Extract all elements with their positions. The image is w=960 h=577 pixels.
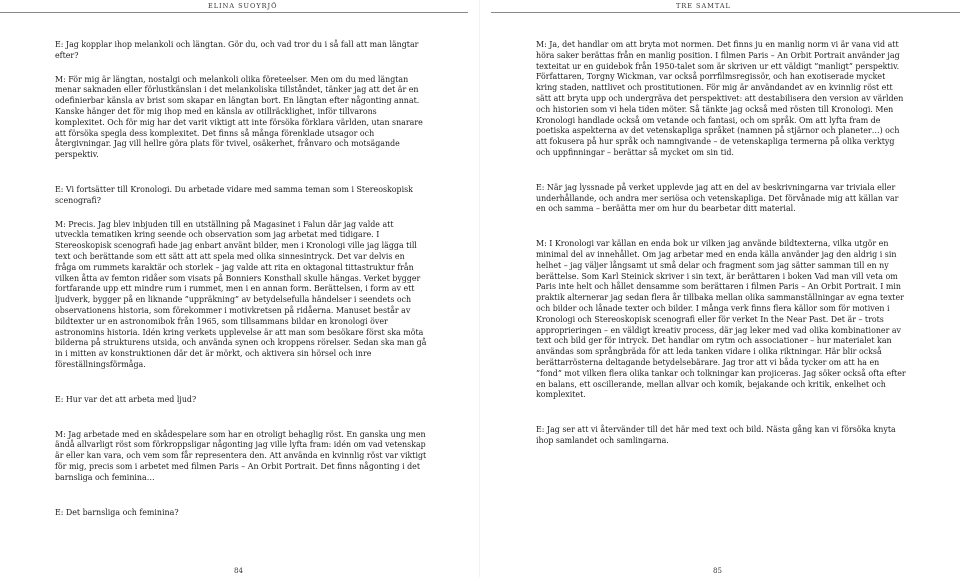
interview-paragraph: E: När jag lyssnade på verket upplevde jag att en del av beskrivningarna var triviala eller underhållande, och andra mer seriösa och vetenskapliga. Det förvånade mig att källan var en och samma – beräätta mer om hur du bearbetar ditt material.	[536, 182, 899, 214]
interview-paragraph: E: Hur var det att arbeta med ljud?	[55, 394, 197, 404]
right-page-text	[536, 40, 906, 460]
header-rule-left	[0, 12, 468, 13]
section-header: TRE SAMTAL	[676, 2, 731, 10]
interview-paragraph: M: Jag arbetade med en skådespelare som har en otroligt behaglig röst. En ganska ung men ändå allvarligt röst som förkroppsligar någonting jag ville lyfta fram: idén om vad vetenskap är eller kan vara, och vem som får representera den. Att använda en kvinnlig röst var viktigt för mig, precis som i arbetet med filmen Paris – An Orbit Portrait. Det finns någonting i det barnsliga och feminina…	[55, 429, 427, 482]
interview-paragraph: E: Det barnsliga och feminina?	[55, 507, 179, 517]
interview-paragraph: E: Jag kopplar ihop melankoli och längtan. Gör du, och vad tror du i så fall att man längtar efter?	[55, 40, 419, 60]
interview-paragraph: E: Jag ser att vi återvänder till det här med text och bild. Nästa gång kan vi försöka knyta ihop samlandet och samlingarna.	[536, 425, 896, 445]
running-header	[0, 0, 960, 14]
page-gutter	[479, 0, 480, 577]
interview-paragraph: M: För mig är längtan, nostalgi och melankoli olika företeelser. Men om du med längtan menar saknaden eller förlustkänslan i det melankoliska tillståndet, tänker jag att det är en odefinierbar känsla av brist som skapar en längtan bort. En längtan efter någonting annat. Kanske hänger det för mig ihop med en känsla av otillräcklighet, inför tillvarons komplexitet. Och för mig har det varit viktigt att inte försöka förklara världen, utan snarare att försöka spegla dess komplexitet. Det finns så många förenklade utsagor och återgivningar. Jag vill hellre göra plats för tvivel, osäkerhet, frånvaro och motsägande perspektiv.	[55, 74, 423, 160]
author-header: ELINA SUOYRJÖ	[208, 2, 278, 10]
page-number-left: 84	[234, 567, 243, 575]
interview-paragraph: M: Precis. Jag blev inbjuden till en utställning på Magasinet i Falun där jag valde att utveckla tematiken kring seende och observation som jag arbetat med tidigare. I Stereoskopisk scenografi hade jag enbart använt bilder, men i Kronologi ville jag lägga till text och berättande som ett sätt att att spela med olika sinnesintryck. Det var delvis en fråga om rummets karaktär och storlek – jag valde att rita en oktagonal tittastruktur från vilken åtta av femton ridåer som visats på Bonniers Konsthall skulle hängas. Verket bygger fortfarande upp ett mindre rum i rummet, men i en annan form. Berättelsen, i form av ett ljudverk, bygger på en liknande ”uppräkning” av betydelsefulla händelser i seendets och observationens historia, som förekommer i motivkretsen på ridåerna. Manuset består av bildtexter ur en astronomibok från 1965, som tillsammans bildar en kronologi över astronomins historia. Idén kring verkets upplevelse är att man som besökare först ska möta bilderna på strukturens utsida, och använda synen och kroppens rörelser. Sedan ska man gå in i mitten av konstruktionen där det är mörkt, och aktivera sin hörsel och inre föreställningsförmåga.	[55, 219, 427, 369]
page-number-right: 85	[713, 567, 722, 575]
header-rule-right	[491, 12, 960, 13]
interview-paragraph: E: Vi fortsätter till Kronologi. Du arbetade vidare med samma teman som i Stereoskopisk scenografi?	[55, 184, 413, 205]
interview-paragraph: M: I Kronologi var källan en enda bok ur vilken jag använde bildtexterna, vilka utgör en minimal del av innehållet. Om jag arbetar med en enda källa använder jag den aldrig i sin helhet – jag väljer långsamt ut små delar och fragment som jag sätter samman till en ny berättelse. Som Karl Steinick skriver i sin text, är berättaren i boken Vad man vill veta om Paris inte helt och hållet densamme som berättaren i filmen Paris – An Orbit Portrait. I min praktik alternerar jag sedan flera år tillbaka mellan olika sammanställningar av egna texter och bilder och lånade texter och bilder. I många verk finns flera källor som för motiven i Kronologi och Stereoskopisk scenografi eller för verket In the Near Past. Det är – trots approprieringen – en väldigt kreativ process, där jag leker med vad olika kombinationer av text och bild ger för intryck. Det handlar om rytm och associationer – hur materialet kan användas som språngbräda för att leda tanken vidare i olika riktningar. Här blir också berättarrösterna deltagande betydelsebärare. Jag tror att vi båda tycker om att ha en ”fond” mot vilken flera olika tankar och tolkningar kan projiceras. Jag söker också ofta efter en balans, ett oscillerande, mellan allvar och komik, bejakande och kritik, enkelhet och komplexitet.	[536, 239, 906, 400]
left-page-text	[55, 40, 427, 531]
interview-paragraph: M: Ja, det handlar om att bryta mot normen. Det finns ju en manlig norm vi är vana vid att höra saker berättas från en manlig position. I filmen Paris – An Orbit Portrait använder jag texteitat ur en guidebok från 1950-talet som är skriven ur ett väldigt ”manligt” perspektiv. Författaren, Torgny Wickman, var också porrfilmsregissör, och han exotiserade mycket kring staden, nattlivet och prostitutionen. För mig är användandet av en kvinnlig röst ett sätt att bryta upp och undergräva det perspektivet: att destabilisera den version av världen och historien som vi hela tiden möter. Så tänkte jag också med rösten till Kronologi. Men Kronologi handlade också om vetande och fantasi, och om språk. Om att lyfta fram de poetiska aspekterna av det vetenskapliga språket (namnen på stjärnor och planeter…) och att fokusera på hur språk och namngivande – de vetenskapliga termerna på olika verktyg och uppfinningar – berättar så mycket om sin tid.	[536, 40, 904, 157]
